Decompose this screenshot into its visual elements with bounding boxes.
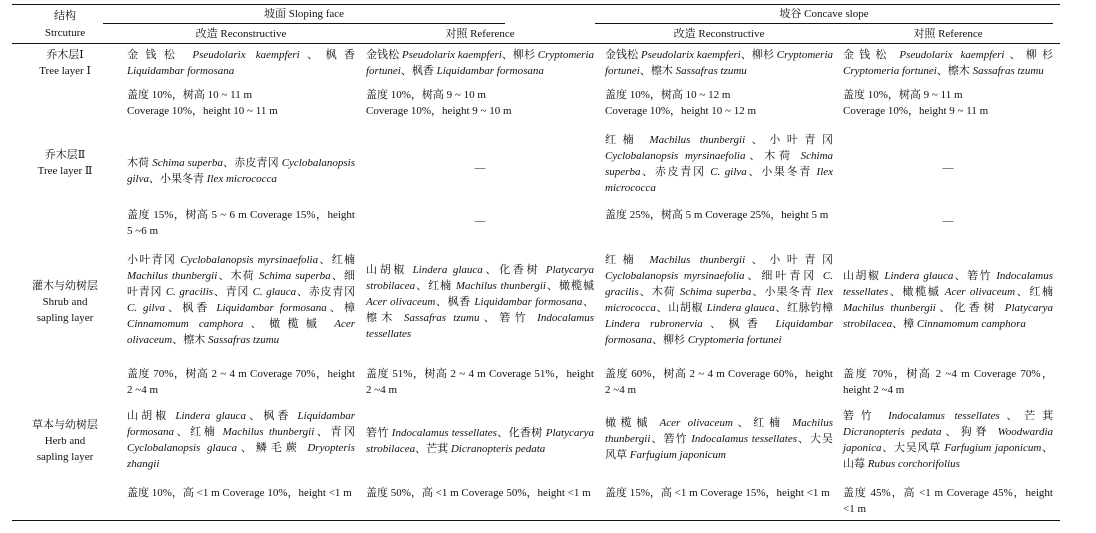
latin-name: Schima superba [258,270,331,282]
latin-name: Lindera glauca [412,264,483,276]
coverage-line: Coverage 10%，height 9 ~ 11 m [843,105,989,117]
common-name: 、箬竹 [953,270,997,282]
sloping-underline [103,23,505,24]
common-name: 箬竹 [366,427,392,439]
coverage-cell [127,87,355,119]
coverage-cell: 盖度 15%，树高 5 ~ 6 m Coverage 15%，height 5 ~6 m [127,209,355,237]
structure-label-cn: 草本与幼树层 [32,419,98,431]
latin-name: Cryptomeria fortunei [687,334,782,346]
latin-name: Machilus thunbergii [222,426,315,438]
species-cell [605,415,833,463]
common-name: 、檫木 [639,65,676,77]
coverage-cell: 盖度 70%，树高 2 ~4 m Coverage 70%，height 2 ~4 m [843,368,1053,396]
latin-name: Liquidambar formosana [216,302,327,314]
latin-name: Cyclobalanopsis myrsinaefolia [180,254,319,266]
structure-label-cn: 乔木层Ⅱ [44,149,86,161]
common-name: 、小果冬青 [751,286,817,298]
empty-dash: — [942,162,954,174]
latin-name: Sassafras tzumu [403,312,480,324]
latin-name: Machilus thunbergii [455,280,546,292]
latin-name: C. gilva [127,302,165,314]
latin-name: Indocalamus tessellates [888,410,1000,422]
coverage-cell: 盖度 50%，高 <1 m Coverage 50%，height <1 m [366,487,591,499]
latin-name: Pseudolarix kaempferi [640,49,741,61]
structure-label [12,147,118,179]
latin-name: Indocalamus tessellates [843,270,1054,298]
latin-name: C. glauca [252,286,297,298]
latin-name: Lindera glauca [884,270,954,282]
coverage-cell: 盖度 25%，树高 5 m Coverage 25%，height 5 m [605,209,829,221]
latin-name: Dicranopteris pedata [843,426,942,438]
coverage-cell [843,87,1053,119]
common-name: 、赤皮青冈 [222,157,282,169]
latin-name: Ilex micrococca [206,173,277,185]
common-name: 金钱松 [366,49,402,61]
coverage-cell: 盖度 60%，树高 2 ~ 4 m Coverage 60%，height 2 ~4 m [605,368,833,396]
common-name: 、柳杉 [740,49,777,61]
latin-name: Cryptomeria fortunei [843,65,937,77]
latin-name: Cinnamomum camphora [127,318,244,330]
latin-name: Acer olivaceum [366,296,436,308]
structure-label-en: Tree layer Ⅱ [37,165,93,177]
species-cell [366,425,594,457]
structure-label-cn: 乔木层Ⅰ [46,49,84,61]
common-name: 箬竹 [843,410,889,422]
common-name: 、大吴风草 [881,442,945,454]
latin-name: Liquidambar formosana [436,65,544,77]
common-name: 、枫香 [299,49,355,61]
header-rule [12,43,1060,44]
latin-name: Cryptomeria fortunei [366,49,595,77]
common-name: 、木荷 [745,150,801,162]
common-name: 、樟 [892,318,917,330]
latin-name: Sassafras tzumu [207,334,280,346]
common-name: 、柳杉 [1004,49,1053,61]
species-cell [605,252,833,348]
common-name: 、芒萁 [999,410,1054,422]
latin-name: Cyclobalanopsis myrsinaefolia [605,270,745,282]
latin-name: Schima superba [152,157,223,169]
latin-name: Platycarya strobilacea [843,302,1053,330]
structure-label [12,417,118,465]
latin-name: Pseudolarix kaempferi [401,49,502,61]
latin-name: Liquidambar formosana [127,410,356,438]
common-name: 、檫木 [936,65,973,77]
common-name: 、橄榄槭 [888,286,945,298]
common-name: 、赤皮青冈 [640,166,711,178]
species-cell [366,47,594,79]
species-cell [127,155,355,187]
common-name: 、枫香 [164,302,217,314]
latin-name: Rubus corchorifolius [867,458,960,470]
common-name: 、枫香 [246,410,298,422]
common-name: 、红楠 [732,417,793,429]
latin-name: Indocalamus tessellates [391,427,497,439]
latin-name: C. gracilis [165,286,214,298]
latin-name: Machilus thunbergii [127,270,218,282]
common-name: 、小叶青冈 [745,134,834,146]
common-name: 、狗脊 [941,426,998,438]
common-name: 、红楠 [1015,286,1054,298]
common-name: 小叶青冈 [127,254,181,266]
common-name: 、红楠 [415,280,456,292]
common-name: 、小果冬青 [149,173,207,185]
common-name: 、芒萁 [415,443,451,455]
common-name: 橄榄槭 [605,417,660,429]
common-name: 红楠 [605,134,650,146]
common-name: 、红楠 [174,426,223,438]
structure-label-en: Shrub and sapling layer [36,296,94,324]
common-name: 、红楠 [318,254,355,266]
common-name: 红楠 [605,254,650,266]
col-header: 对照 Reference [913,28,983,40]
common-name: 、枫香 [435,296,475,308]
coverage-cell: 盖度 10%，高 <1 m Coverage 10%，height <1 m [127,487,352,499]
coverage-line: 盖度 10%，树高 10 ~ 11 m [127,89,253,101]
empty-dash: — [942,215,954,227]
structure-label [12,278,118,326]
latin-name: Indocalamus tessellates [366,312,594,340]
top-rule [12,4,1060,5]
species-cell [127,252,355,348]
common-name: 、檫木 [172,334,208,346]
latin-name: Machilus thunbergii [649,134,746,146]
common-name: 、细叶青冈 [744,270,823,282]
latin-name: Liquidambar formosana [127,65,235,77]
latin-name: Acer olivaceum [127,318,356,346]
latin-name: Schima superba [679,286,752,298]
latin-name: Acer olivaceum [659,417,733,429]
latin-name: Cyclobalanopsis glauca [127,442,237,454]
latin-name: Machilus thunbergii [843,302,936,314]
species-cell [127,47,355,79]
coverage-cell [366,87,594,119]
species-cell [843,268,1053,332]
latin-name: Indocalamus tessellates [691,433,797,445]
latin-name: Farfugium japonicum [629,449,726,461]
concave-slope-header: 坡谷 Concave slope [779,8,869,20]
coverage-line: Coverage 10%，height 10 ~ 11 m [127,105,278,117]
common-name: 、橄榄槭 [243,318,335,330]
coverage-line: Coverage 10%，height 9 ~ 10 m [366,105,512,117]
common-name: 、山莓 [843,442,1054,470]
coverage-cell: 盖度 45%，高 <1 m Coverage 45%，height <1 m [843,487,1053,515]
latin-name: Lindera glauca [175,410,247,422]
common-name: 、木荷 [638,286,680,298]
common-name: 、化香树 [482,264,546,276]
coverage-cell: 盖度 51%，树高 2 ~ 4 m Coverage 51%，height 2 ~4 m [366,368,594,396]
common-name: 、枫香 [702,318,776,330]
coverage-line: 盖度 10%，树高 9 ~ 11 m [843,89,963,101]
latin-name: Sassafras tzumu [972,65,1044,77]
common-name: 金钱松 [127,49,193,61]
latin-name: Dryopteris zhangii [127,442,356,470]
common-name: 金钱松 [605,49,641,61]
common-name: 、檫木 [366,296,594,324]
bottom-rule [12,520,1060,521]
concave-underline [595,23,1053,24]
coverage-line: 盖度 10%，树高 9 ~ 10 m [366,89,486,101]
species-cell [127,408,355,472]
latin-name: Liquidambar formosana [605,318,833,346]
latin-name: Ilex micrococca [605,286,833,314]
common-name: 、青冈 [213,286,253,298]
structure-header-en: Strcuture [44,27,86,39]
common-name: 、细叶青冈 [127,270,355,298]
common-name: 、大吴风草 [605,433,834,461]
latin-name: Farfugium japonicum [944,442,1042,454]
latin-name: Dicranopteris pedata [450,443,546,455]
species-cell [843,408,1053,472]
col-header: 改造 Reconstructive [673,28,765,40]
sloping-face-header: 坡面 Sloping face [263,8,345,20]
latin-name: Lindera rubronervia [605,318,703,330]
common-name: 、小叶青冈 [745,254,834,266]
common-name: 、青冈 [314,426,355,438]
coverage-cell: 盖度 70%，树高 2 ~ 4 m Coverage 70%，height 2 ~4 m [127,368,355,396]
common-name: 、樟 [326,302,355,314]
col-header: 对照 Reference [445,28,515,40]
common-name: 、枫香 [400,65,437,77]
common-name: 、红脉钓樟 [774,302,834,314]
latin-name: Pseudolarix kaempferi [192,49,300,61]
latin-name: C. gilva [710,166,747,178]
common-name: 、小果冬青 [746,166,817,178]
coverage-line: 盖度 10%，树高 10 ~ 12 m [605,89,731,101]
common-name: 、山胡椒 [655,302,707,314]
latin-name: Machilus thunbergii [649,254,746,266]
empty-dash: — [474,162,486,174]
structure-label-en: Herb and sapling layer [36,435,94,463]
col-header: 改造 Reconstructive [195,28,287,40]
latin-name: Cryptomeria fortunei [605,49,834,77]
latin-name: C. gracilis [605,270,834,298]
common-name: 山胡椒 [843,270,885,282]
common-name: 、化香树 [935,302,1005,314]
common-name: 、木荷 [217,270,259,282]
coverage-cell [605,87,833,119]
common-name: 金钱松 [843,49,900,61]
latin-name: Cinnamomum camphora [916,318,1026,330]
latin-name: Machilus thunbergii [605,417,834,445]
coverage-cell: 盖度 15%，高 <1 m Coverage 15%，height <1 m [605,487,830,499]
common-name: 木荷 [127,157,153,169]
empty-dash: — [474,215,486,227]
latin-name: Lindera glauca [706,302,775,314]
latin-name: Cyclobalanopsis gilva [127,157,356,185]
latin-name: Sassafras tzumu [675,65,747,77]
latin-name: Woodwardia japonica [843,426,1053,454]
latin-name: Cyclobalanopsis myrsinaefolia [605,150,746,162]
structure-header-cn: 结构 [54,10,76,22]
common-name: 、赤皮青冈 [296,286,356,298]
species-cell [366,262,594,342]
latin-name: Ilex micrococca [605,166,834,194]
structure-label-en: Tree layer Ⅰ [39,65,91,77]
common-name: 山胡椒 [366,264,413,276]
common-name: 、化香树 [496,427,546,439]
common-name: 、鳞毛蕨 [236,442,308,454]
latin-name: Acer olivaceum [944,286,1016,298]
common-name: 山胡椒 [127,410,176,422]
latin-name: Liquidambar formosana [474,296,583,308]
coverage-line: Coverage 10%，height 10 ~ 12 m [605,105,757,117]
common-name: 、柳杉 [652,334,688,346]
common-name: 、柳杉 [501,49,538,61]
species-cell [843,47,1053,79]
species-cell [605,47,833,79]
species-cell [605,132,833,196]
structure-label [12,47,118,79]
latin-name: Schima superba [605,150,834,178]
common-name: 、橄榄槭 [545,280,594,292]
latin-name: Platycarya strobilacea [366,264,595,292]
structure-label-cn: 灌木与幼树层 [32,280,98,292]
common-name: 、箬竹 [650,433,692,445]
latin-name: Platycarya strobilacea [366,427,594,455]
latin-name: Pseudolarix kaempferi [899,49,1005,61]
common-name: 、箬竹 [479,312,538,324]
